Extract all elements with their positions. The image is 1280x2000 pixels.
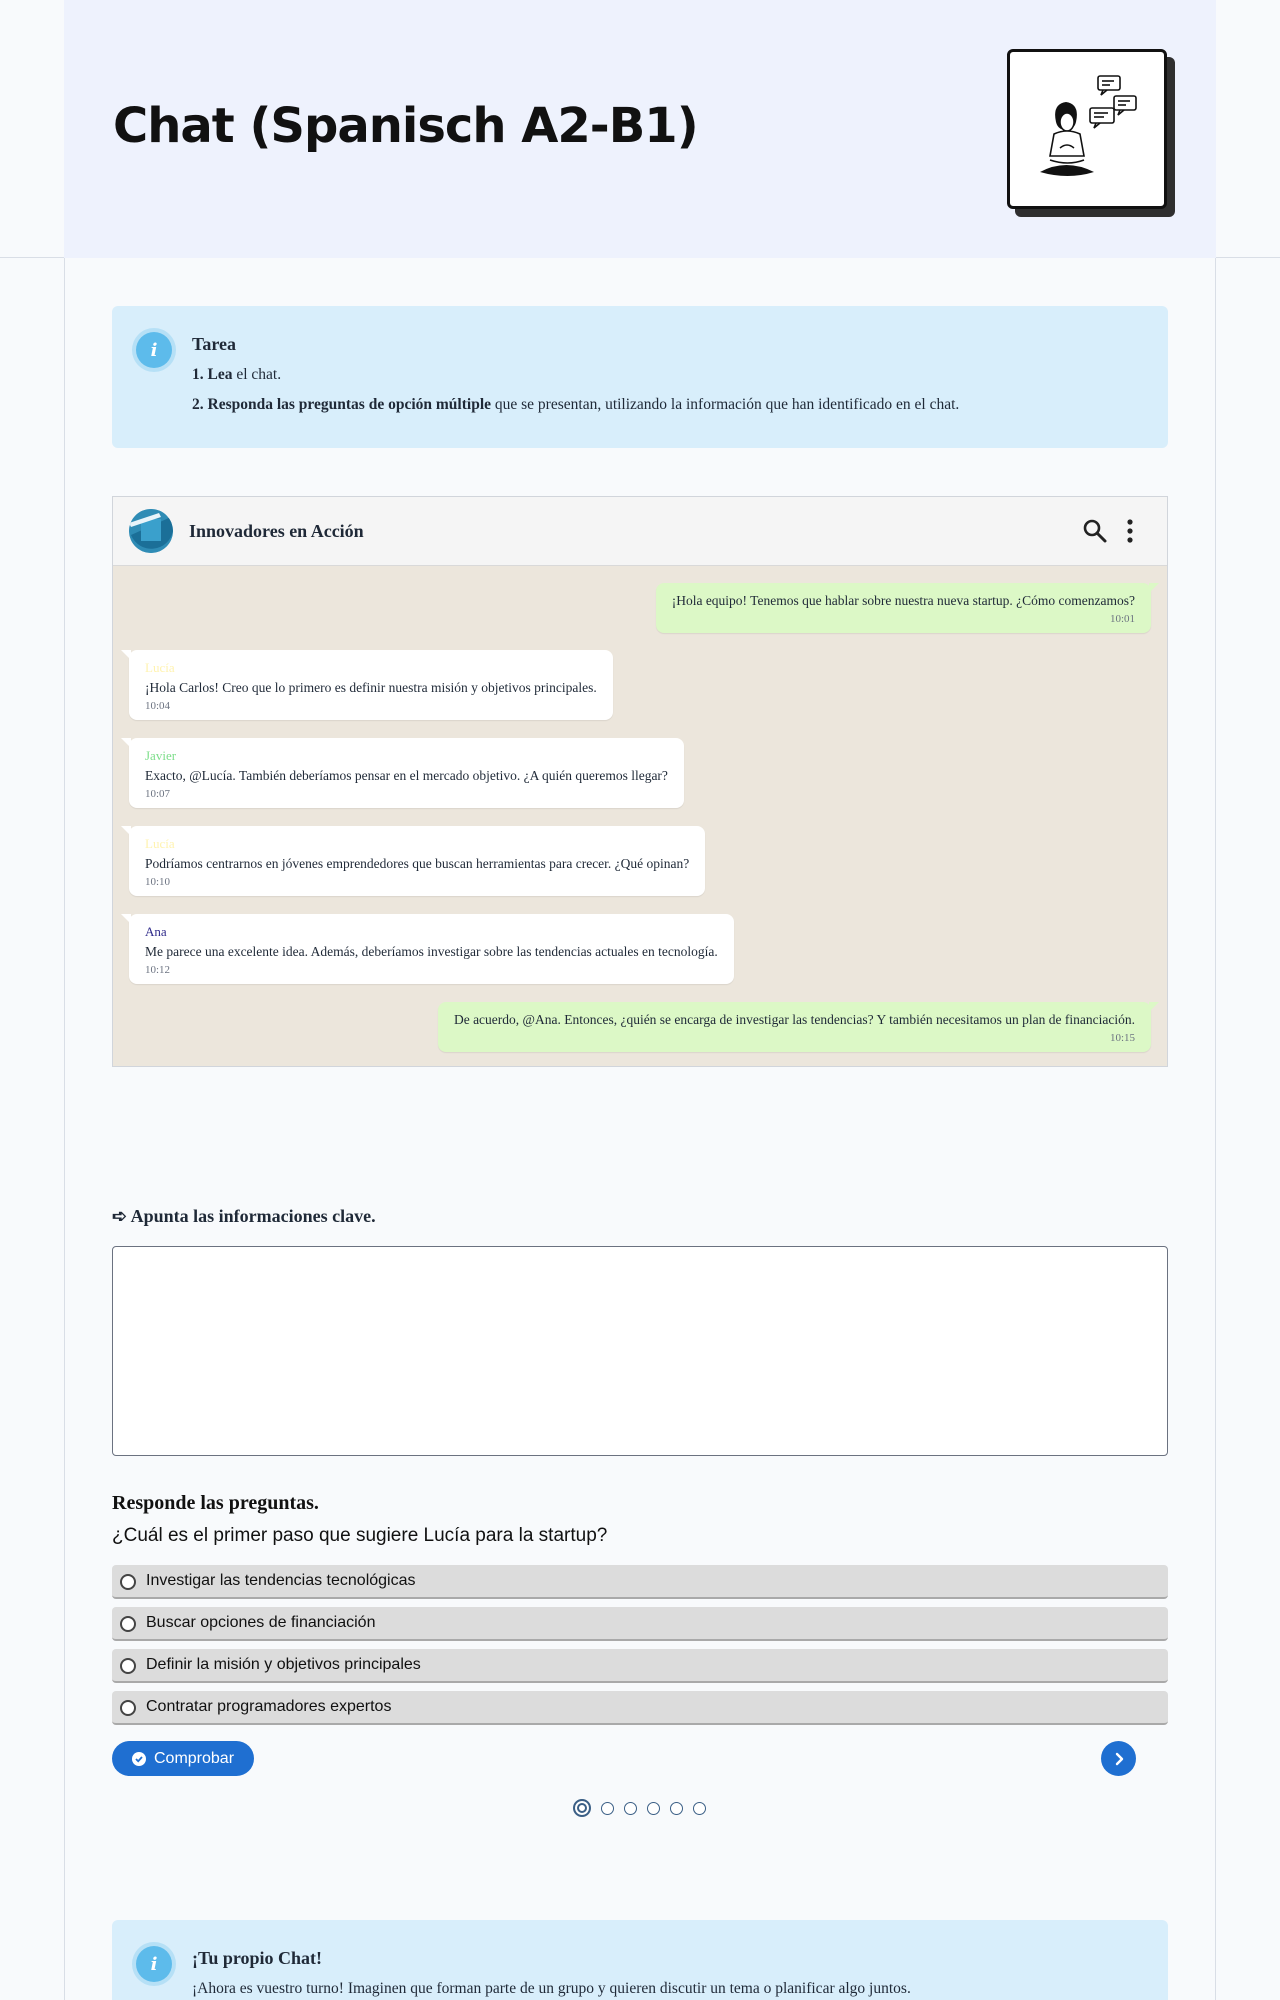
message-author: Ana [145, 924, 167, 939]
pagination-dot-2[interactable] [601, 1802, 614, 1815]
option-label: Investigar las tendencias tecnológicas [146, 1572, 416, 1589]
group-avatar[interactable] [129, 509, 173, 553]
task-step-1-bold: 1. Lea [192, 366, 233, 383]
message-text: Me parece una excelente idea. Además, deberíamos investigar sobre las tendencias actuales en tecnología. [145, 944, 718, 959]
own-chat-title: ¡Tu propio Chat! [192, 1948, 323, 1968]
quiz-option[interactable] [112, 1565, 1168, 1599]
notes-textarea[interactable] [112, 1246, 1168, 1456]
own-chat-info-box [112, 1920, 1168, 2000]
pagination-dot-4[interactable] [647, 1802, 660, 1815]
message-time: 10:04 [145, 700, 171, 712]
option-label: Buscar opciones de financiación [146, 1614, 376, 1631]
message-author: Lucía [145, 836, 175, 851]
pagination-dot-3[interactable] [624, 1802, 637, 1815]
chat-message-incoming [129, 826, 705, 896]
pagination-dot-5[interactable] [670, 1802, 683, 1815]
next-question-button[interactable] [1101, 1741, 1136, 1776]
message-text: Exacto, @Lucía. También deberíamos pensar en el mercado objetivo. ¿A quién queremos llegar? [145, 768, 668, 783]
option-label: Definir la misión y objetivos principales [146, 1656, 421, 1673]
person-chatting-icon [1010, 52, 1164, 206]
message-text: Podríamos centrarnos en jóvenes emprendedores que buscan herramientas para crecer. ¿Qué opinan? [145, 856, 690, 871]
message-time: 10:01 [1109, 613, 1135, 625]
task-step-2-text: que se presentan, utilizando la información que han identificado en el chat. [491, 396, 960, 413]
chat-illustration [1007, 49, 1167, 209]
radio-button[interactable] [120, 1574, 136, 1590]
task-title: Tarea [192, 334, 237, 354]
info-icon: i [136, 332, 172, 368]
message-time: 10:07 [145, 788, 171, 800]
search-icon[interactable] [1081, 517, 1109, 545]
left-column-line [64, 0, 65, 2000]
chat-message-outgoing [438, 1002, 1151, 1052]
more-options-icon[interactable] [1123, 517, 1137, 545]
message-author: Lucía [145, 660, 175, 675]
radio-button[interactable] [120, 1658, 136, 1674]
chat-message-incoming [129, 650, 613, 720]
quiz-question: ¿Cuál es el primer paso que sugiere Lucía para la startup? [112, 1525, 608, 1546]
chat-message-incoming [129, 914, 734, 984]
message-time: 10:15 [1109, 1032, 1135, 1044]
notes-label: ➪ Apunta las informaciones clave. [112, 1206, 376, 1226]
quiz-option[interactable] [112, 1649, 1168, 1683]
own-chat-text: ¡Ahora es vuestro turno! Imaginen que forman parte de un grupo y quieren discutir un tema o planificar algo juntos. [192, 1980, 911, 1997]
radio-button[interactable] [120, 1616, 136, 1632]
task-step-1-text: el chat. [232, 366, 282, 383]
task-step-2-bold: 2. Responda las preguntas de opción múltiple [192, 396, 492, 413]
check-circle-icon [132, 1752, 146, 1766]
chat-window [112, 496, 1168, 1067]
quiz-option[interactable] [112, 1607, 1168, 1641]
chat-message-incoming [129, 738, 684, 808]
quiz-heading: Responde las preguntas. [112, 1492, 319, 1514]
right-column-line [1215, 0, 1216, 2000]
message-time: 10:10 [145, 876, 171, 888]
message-text: ¡Hola equipo! Tenemos que hablar sobre nuestra nueva startup. ¿Cómo comenzamos? [671, 593, 1135, 608]
page-title: Chat (Spanisch A2-B1) [113, 98, 698, 154]
message-text: ¡Hola Carlos! Creo que lo primero es definir nuestra misión y objetivos principales. [145, 680, 597, 695]
message-time: 10:12 [145, 964, 171, 976]
message-author: Javier [145, 748, 177, 763]
pagination-dot-1[interactable] [573, 1799, 591, 1817]
chat-header [113, 497, 1168, 566]
chat-message-outgoing [656, 583, 1151, 633]
check-button-label: Comprobar [153, 1749, 235, 1767]
pagination-dot-6[interactable] [693, 1802, 706, 1815]
question-pagination [573, 1798, 706, 1818]
info-icon: i [136, 1946, 172, 1982]
task-step-1 [192, 366, 281, 384]
task-info-box [112, 306, 1168, 448]
task-step-2 [192, 396, 959, 414]
option-label: Contratar programadores expertos [146, 1698, 392, 1715]
chevron-right-icon [1112, 1752, 1126, 1766]
message-text: De acuerdo, @Ana. Entonces, ¿quién se encarga de investigar las tendencias? Y también necesitamos un plan de financiación. [453, 1012, 1135, 1027]
quiz-option[interactable] [112, 1691, 1168, 1725]
check-button[interactable] [112, 1741, 254, 1776]
radio-button[interactable] [120, 1700, 136, 1716]
group-name: Innovadores en Acción [189, 521, 364, 541]
